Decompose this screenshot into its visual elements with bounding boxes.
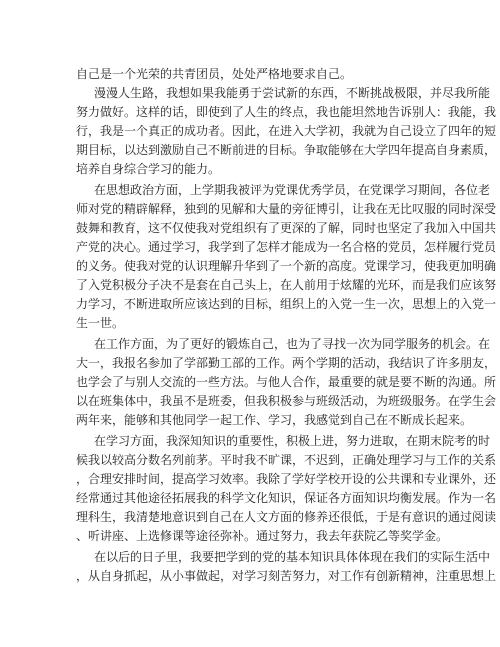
text-line: 行，我是一个真正的成功者。因此，在进入大学初，我就为自己设立了四年的短	[76, 124, 497, 138]
text-line: 产党的决心。通过学习，我学到了怎样才能成为一名合格的党员，怎样履行党员	[76, 240, 497, 254]
text-line: 在以后的日子里，我要把学到的党的基本知识具体体现在我们的实际生活中	[94, 550, 491, 564]
text-line: 候我以较高分数名列前茅。平时我不旷课，不迟到，正确处理学习与工作的关系	[76, 453, 497, 467]
text-line: 漫漫人生路，我想如果我能勇于尝试新的东西，不断挑战极限，并尽我所能	[94, 86, 491, 100]
text-line: 大一，我报名参加了学部勤工部的工作。两个学期的活动，我结识了许多朋友，	[76, 356, 497, 370]
text-line: 在工作方面，为了更好的锻炼自己，也为了寻找一次为同学服务的机会。在	[94, 337, 491, 351]
text-line: 了入党积极分子决不是套在自己头上，在人前用于炫耀的光环，而是我们应该努	[76, 278, 497, 292]
text-line: 、听讲座、上选修课等途径弥补。通过努力，我去年获院乙等奖学金。	[76, 529, 449, 543]
text-line: 期目标，以达到激励自己不断前进的目标。争取能够在大学四年提高自身素质，	[76, 143, 497, 157]
text-line: ，从自身抓起，从小事做起，对学习刻苦努力，对工作有创新精神，注重思想上	[76, 569, 497, 583]
text-line: ，合理安排时间，提高学习效率。我除了学好学校开设的公共课和专业课外，还	[76, 472, 497, 486]
text-line: 自己是一个光荣的共青团员，处处严格地要求自己。	[76, 67, 353, 81]
text-line: 力学习，不断进取所应该达到的目标，组织上的入党一生一次，思想上的入党一	[76, 297, 497, 311]
text-line: 两年来，能够和其他同学一起工作、学习，我感觉到自己在不断成长起来。	[76, 413, 473, 427]
text-line: 理科生，我清楚地意识到自己在人文方面的修养还很低，于是有意识的通过阅读	[76, 510, 497, 524]
text-line: 在思想政治方面，上学期我被评为党课优秀学员，在党课学习期间，各位老	[94, 183, 491, 197]
text-line: 师对党的精辟解释，独到的见解和大量的旁征博引，让我在无比叹服的同时深受	[76, 202, 497, 216]
text-line: 努力做好。这样的话，即使到了人生的终点，我也能坦然地告诉别人：我能，我	[76, 105, 497, 119]
text-line: 鼓舞和教育，这不仅使我对党组织有了更深的了解，同时也坚定了我加入中国共	[76, 221, 497, 235]
text-line: 生一世。	[76, 316, 125, 330]
text-line: 的义务。使我对党的认识理解升华到了一个新的高度。党课学习，使我更加明确	[76, 259, 497, 273]
text-line: 在学习方面，我深知知识的重要性，积极上进，努力进取，在期末院考的时	[94, 434, 491, 448]
text-line: 培养自身综合学习的能力。	[76, 162, 221, 176]
text-line: 经常通过其他途径拓展我的科学文化知识，保证各方面知识均衡发展。作为一名	[76, 491, 497, 505]
text-line: 也学会了与别人交流的一些方法。与他人合作，最重要的就是要不断的沟通。所	[76, 375, 497, 389]
text-line: 以在班集体中，我虽不是班委，但我积极参与班级活动，为班级服务。在学生会	[76, 394, 497, 408]
